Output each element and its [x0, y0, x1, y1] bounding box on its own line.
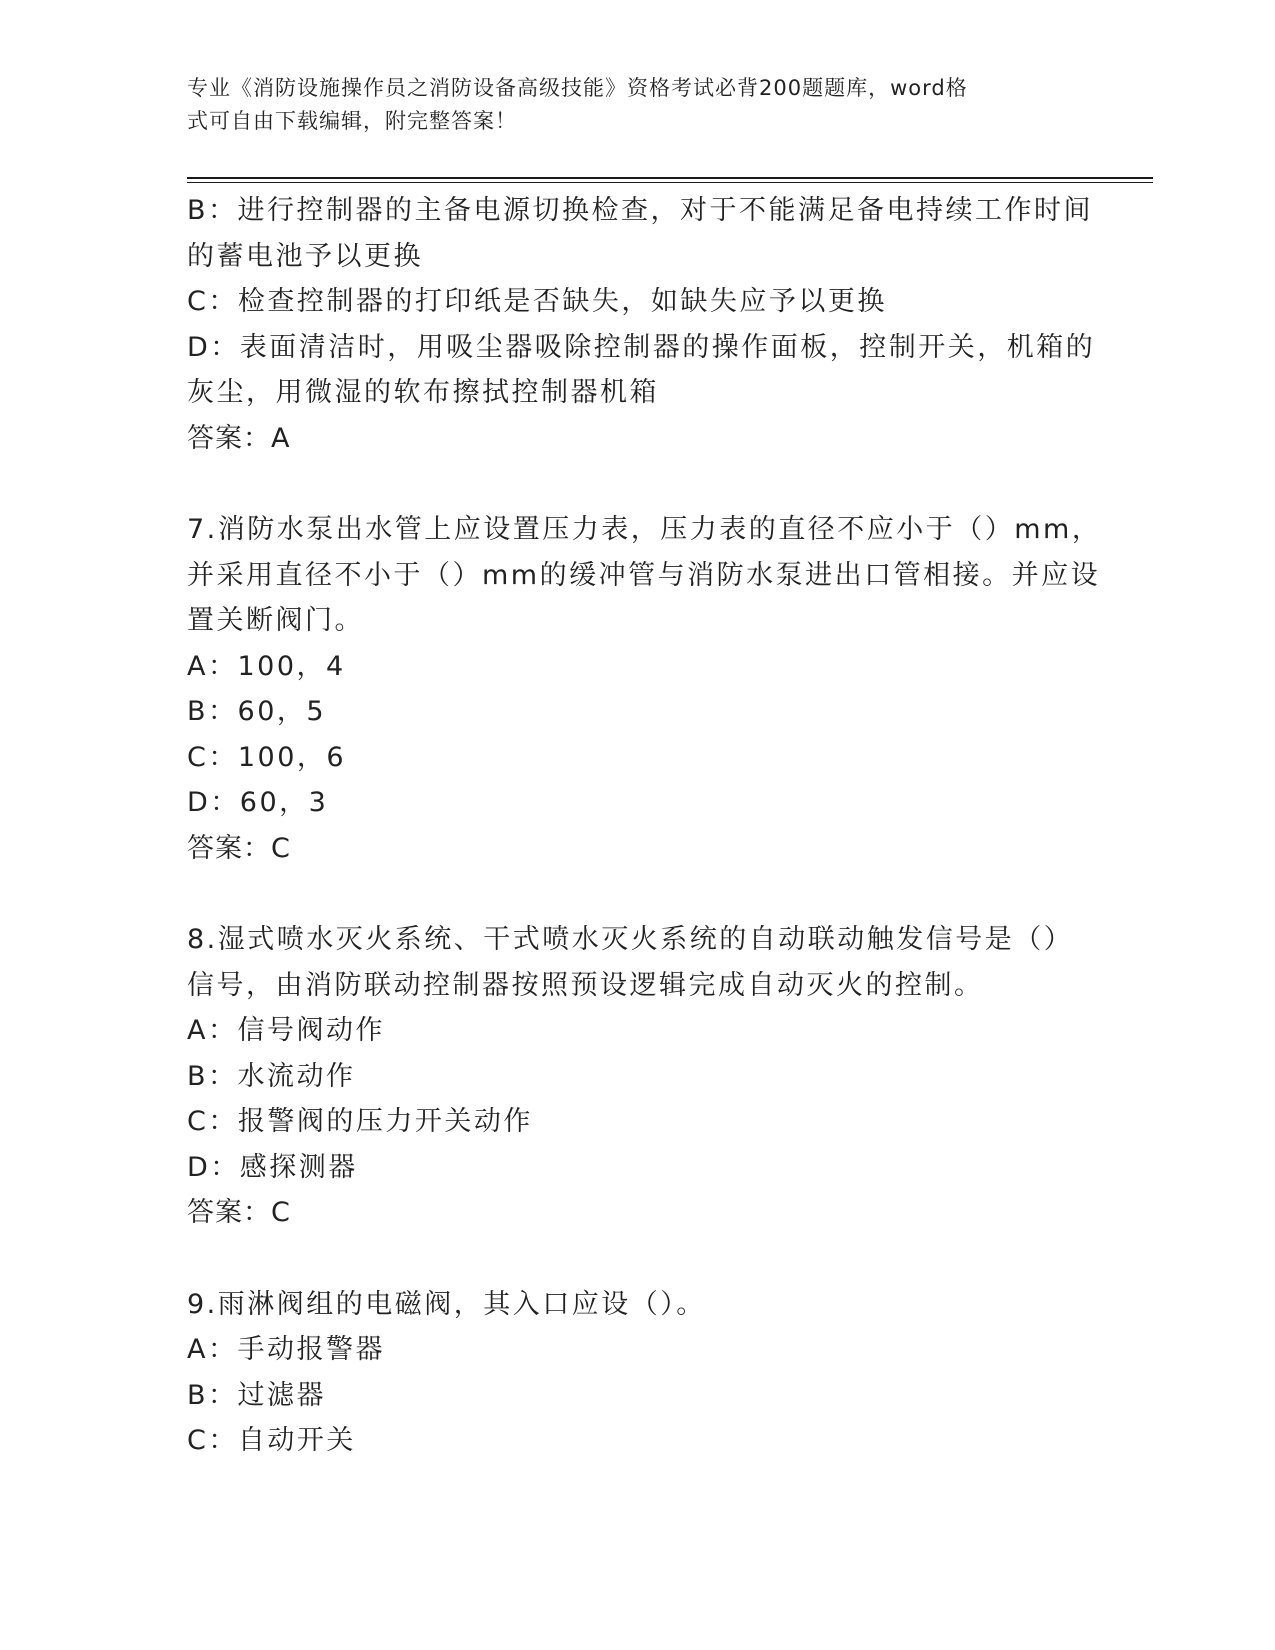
option-b: B：60，5	[187, 696, 327, 727]
question-stem-line-1: 9.雨淋阀组的电磁阀，其入口应设（）。	[187, 1288, 706, 1320]
header-line-2: 式可自由下载编辑，附完整答案！	[187, 109, 517, 133]
spacer	[187, 1236, 1087, 1282]
question-9-block	[187, 1282, 1087, 1464]
option-b-line-1: B：进行控制器的主备电源切换检查，对于不能满足备电持续工作时间	[187, 195, 1094, 226]
header-rule-thin	[187, 182, 1153, 183]
option-c: C：检查控制器的打印纸是否缺失，如缺失应予以更换	[187, 286, 887, 317]
question-stem-line-3: 置关断阀门。	[187, 605, 364, 636]
option-d-line-2: 灰尘，用微湿的软布擦拭控制器机箱	[187, 377, 659, 408]
option-c: C：自动开关	[187, 1425, 356, 1456]
answer: 答案：C	[187, 1197, 291, 1228]
option-d-line-1: D：表面清洁时，用吸尘器吸除控制器的操作面板，控制开关，机箱的	[187, 331, 1096, 363]
question-stem-line-1: 8.湿式喷水灭火系统、干式喷水灭火系统的自动联动触发信号是（）	[187, 924, 1074, 955]
document-header	[187, 72, 1067, 138]
spacer	[187, 871, 1087, 917]
option-a: A：手动报警器	[187, 1334, 385, 1365]
spacer	[187, 461, 1087, 507]
answer: 答案：A	[187, 422, 291, 454]
option-b: B：过滤器	[187, 1379, 327, 1411]
option-d: D：感探测器	[187, 1151, 358, 1183]
option-a: A：信号阀动作	[187, 1015, 385, 1046]
previous-question-block	[187, 188, 1096, 461]
question-stem-line-2: 信号，由消防联动控制器按照预设逻辑完成自动灭火的控制。	[187, 969, 984, 1001]
header-rule-thick	[187, 177, 1153, 179]
question-8-block	[187, 917, 1087, 1236]
option-a: A：100，4	[187, 650, 346, 682]
question-7-block	[187, 507, 1102, 871]
option-b: B：水流动作	[187, 1060, 356, 1092]
question-stem-line-1: 7.消防水泵出水管上应设置压力表，压力表的直径不应小于（）mm，	[187, 514, 1102, 545]
question-stem-line-2: 并采用直径不小于（）mm的缓冲管与消防水泵进出口管相接。并应设	[187, 559, 1101, 591]
option-d: D：60，3	[187, 787, 329, 818]
option-b-line-2: 的蓄电池予以更换	[187, 240, 423, 272]
option-c: C：报警阀的压力开关动作	[187, 1106, 533, 1137]
header-line-1: 专业《消防设施操作员之消防设备高级技能》资格考试必背200题题库，word格	[187, 76, 968, 100]
option-c: C：100，6	[187, 741, 347, 773]
answer: 答案：C	[187, 832, 291, 864]
question-content	[187, 188, 1102, 1464]
